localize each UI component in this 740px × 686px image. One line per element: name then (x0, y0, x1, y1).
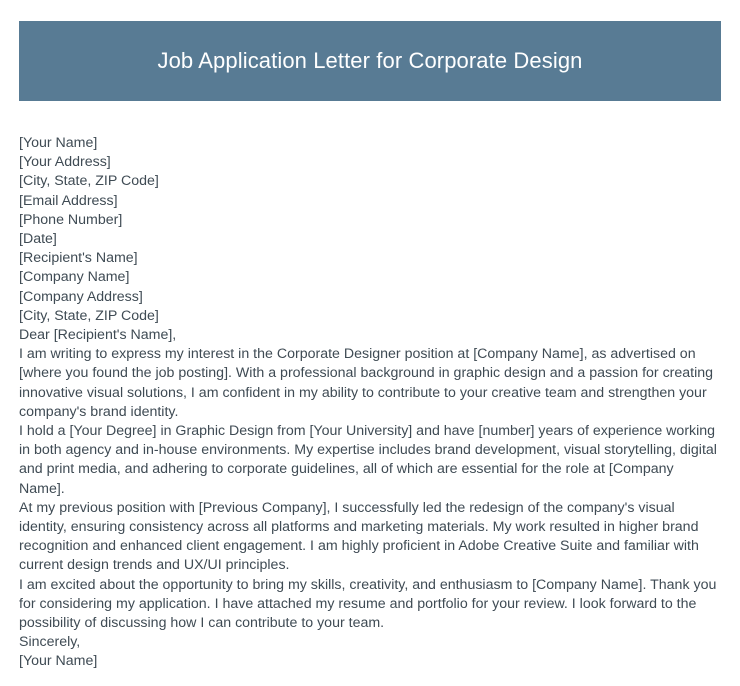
letter-paragraph-3: At my previous position with [Previous Company], I successfully led the redesign of the company's visual identity, ensuring consistency across all platforms and marketing materials. My work resulted in higher brand recognition and enhanced client engagement. I am highly proficient in Adobe Creative Suite and familiar with current design trends and UX/UI principles. (19, 499, 699, 574)
letter-body (19, 134, 722, 672)
sender-email-line: [Email Address] (19, 192, 118, 209)
sender-address-line: [Your Address] (19, 154, 111, 171)
sender-name-line: [Your Name] (19, 135, 98, 151)
recipient-address-line: [Company Address] (19, 288, 143, 305)
letter-paragraph-4: I am excited about the opportunity to bring my skills, creativity, and enthusiasm to [Company Name]. Thank you for considering my application. I have attached my resume and portfolio for your review. I look forward to the possibility of discussing how I can contribute to your team. (19, 576, 717, 632)
letter-paragraph-2: I hold a [Your Degree] in Graphic Design from [Your University] and have [number] years of experience working in both agency and in-house environments. My expertise includes brand development, visual storytelling, digital and print media, and adhering to corporate guidelines, all of which are essential for the role at [Company Name]. (19, 423, 717, 497)
closing-line: Sincerely, (19, 634, 81, 651)
document-header-banner (19, 21, 721, 101)
sender-city-line: [City, State, ZIP Code] (19, 173, 159, 190)
salutation-line: Dear [Recipient's Name], (19, 327, 177, 344)
sender-phone-line: [Phone Number] (19, 211, 123, 228)
recipient-company-line: [Company Name] (19, 269, 130, 286)
letter-paragraph-1: I am writing to express my interest in the Corporate Designer position at [Company Name], as advertised on [where you found the job posting]. With a professional background in graphic design and a passion for creating innovative visual solutions, I am confident in my ability to contribute to your creative team and strengthen your company's brand identity. (19, 346, 714, 420)
recipient-name-line: [Recipient's Name] (19, 250, 138, 267)
document-title: Job Application Letter for Corporate Design (157, 47, 583, 73)
date-line: [Date] (19, 231, 57, 248)
signature-line: [Your Name] (19, 653, 98, 670)
recipient-city-line: [City, State, ZIP Code] (19, 307, 159, 324)
